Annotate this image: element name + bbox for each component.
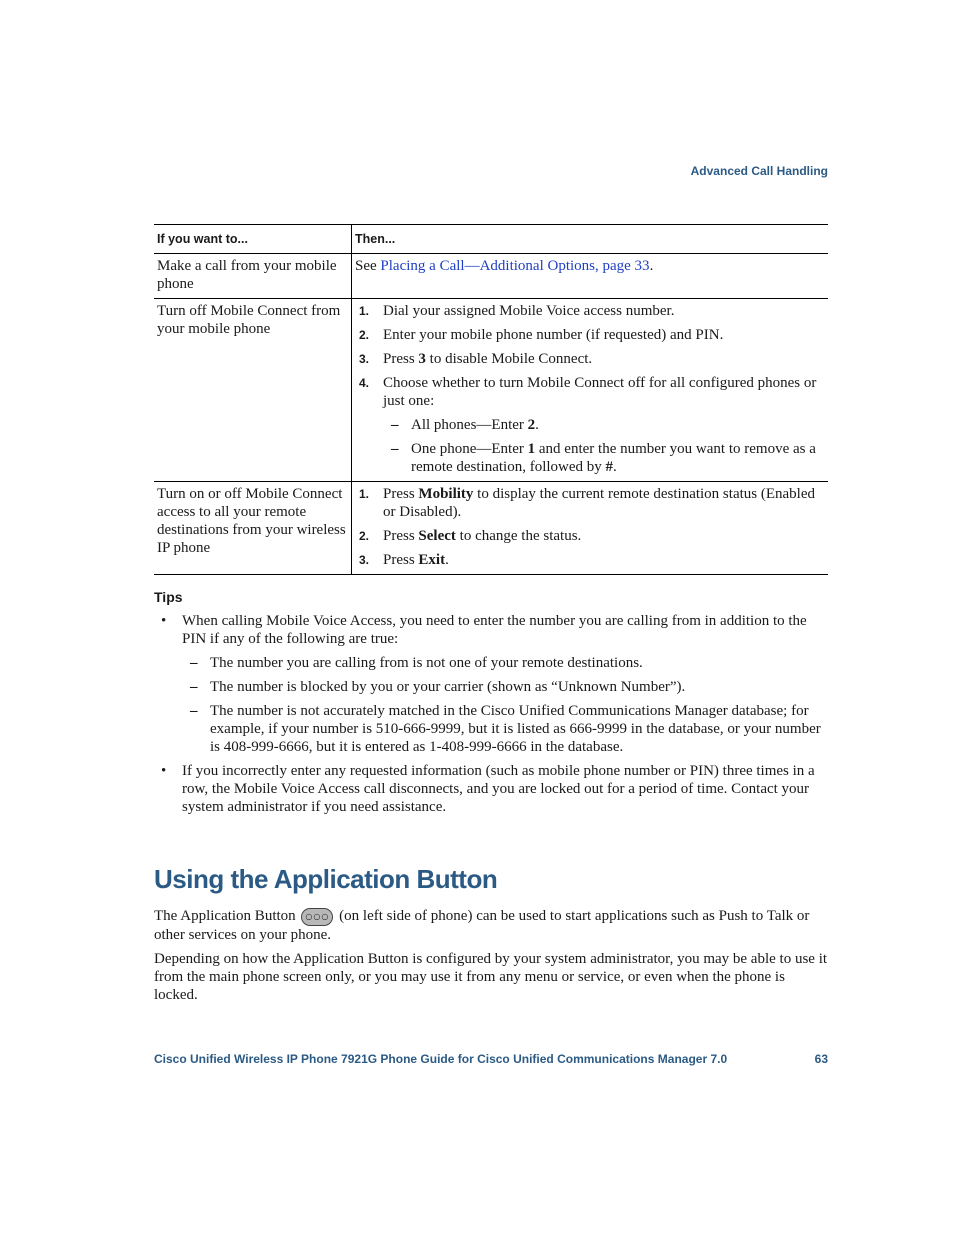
tip-sub-text: The number you are calling from is not one of your remote destinations. <box>210 655 643 671</box>
step-item <box>355 374 825 476</box>
sub-option-item: – All phones—Enter 2. <box>391 417 539 433</box>
step-text-post: to display the current remote destination status (Enabled or Disabled). <box>383 486 815 520</box>
step-number: 1. <box>359 304 370 318</box>
tip-text: When calling Mobile Voice Access, you need to enter the number you are calling from in addition to the PIN if any of the following are true: <box>182 613 807 647</box>
step-keyword: Mobility <box>418 486 474 502</box>
tip-sub-text: The number is blocked by you or your carrier (shown as “Unknown Number”). <box>210 679 686 695</box>
then-cell <box>352 254 829 299</box>
table-row <box>154 254 828 299</box>
section-paragraph <box>154 907 828 944</box>
section-title: Using the Application Button <box>154 864 498 894</box>
tip-sub-list <box>182 654 828 756</box>
bullet-icon: • <box>161 613 167 629</box>
step-keyword: Exit <box>418 552 446 568</box>
then-prefix: See <box>355 258 381 274</box>
then-cell <box>352 482 829 575</box>
running-header: Advanced Call Handling <box>690 164 828 178</box>
tip-sub-item: – The number you are calling from is not one of your remote destinations. <box>190 655 643 671</box>
step-item <box>355 326 825 344</box>
tip-sub-item: – The number is blocked by you or your carrier (shown as “Unknown Number”). <box>190 679 686 695</box>
page-number: 63 <box>814 1052 828 1066</box>
step-text-pre: Press <box>383 552 419 568</box>
want-cell: Turn off Mobile Connect from your mobile phone <box>154 299 352 482</box>
step-keyword: Select <box>418 528 456 544</box>
step-item <box>355 551 825 569</box>
sub-option-post: . <box>613 459 617 475</box>
step-item <box>355 485 825 521</box>
table-row <box>154 299 828 482</box>
step-number: 2. <box>359 328 370 342</box>
step-text-post: . <box>445 552 449 568</box>
step-text: Choose whether to turn Mobile Connect off for all configured phones or just one: <box>383 375 817 409</box>
step-number: 2. <box>359 529 370 543</box>
step-item <box>355 302 825 320</box>
bullet-icon: • <box>161 763 167 779</box>
want-cell: Turn on or off Mobile Connect access to all your remote destinations from your wireless IP phone <box>154 482 352 575</box>
footer-title: Cisco Unified Wireless IP Phone 7921G Phone Guide for Cisco Unified Communications Manager 7.0 <box>154 1052 728 1066</box>
then-cell <box>352 299 829 482</box>
column-header-then: Then... <box>352 225 829 254</box>
step-text-post: to change the status. <box>455 528 582 544</box>
sub-option-pre: One phone—Enter <box>411 441 528 457</box>
column-header-want: If you want to... <box>154 225 352 254</box>
step-list <box>355 485 825 569</box>
paragraph-text-after: (on left side of phone) can be used to start applications such as Push to Talk or other services on your phone. <box>154 908 810 943</box>
step-keyword: 3 <box>418 351 426 367</box>
step-text-pre: Press <box>383 486 419 502</box>
sub-option-item: – One phone—Enter 1 and enter the number you want to remove as a remote destination, followed by #. <box>391 441 816 475</box>
sub-option-keyword: 2 <box>527 417 536 433</box>
step-text-pre: Press <box>383 351 419 367</box>
tip-sub-item: – The number is not accurately matched in the Cisco Unified Communications Manager database; for example, if your number is 510-666-9999, but it is listed as 666-9999 in the database, or your number is 408-999-6666, but it is entered as 1-408-999-6666 in the database. <box>190 703 821 755</box>
step-item <box>355 350 825 368</box>
tip-item <box>154 612 828 756</box>
step-number: 3. <box>359 553 370 567</box>
sub-option-keyword-2: # <box>605 459 614 475</box>
instructions-table <box>154 224 828 575</box>
step-number: 4. <box>359 376 370 390</box>
step-text: Enter your mobile phone number (if requested) and PIN. <box>383 327 724 343</box>
sub-option-list <box>383 416 825 476</box>
tips-heading: Tips <box>154 589 183 605</box>
sub-option-pre: All phones—Enter <box>411 417 528 433</box>
page-footer <box>154 1052 828 1066</box>
step-number: 3. <box>359 352 370 366</box>
sub-option-post: . <box>535 417 539 433</box>
tips-list <box>154 612 828 822</box>
cross-reference-link[interactable]: Placing a Call—Additional Options, page 33 <box>380 258 650 274</box>
table-row <box>154 482 828 575</box>
then-suffix: . <box>649 258 654 274</box>
step-number: 1. <box>359 487 370 501</box>
paragraph-text-before: The Application Button <box>154 908 296 924</box>
tip-sub-text: The number is not accurately matched in the Cisco Unified Communications Manager database; for example, if your number is 510-666-9999, but it is listed as 666-9999 in the database, or your number is 408-999-6666, but it is entered as 1-408-999-6666 in the database. <box>210 703 821 755</box>
step-text-pre: Press <box>383 528 419 544</box>
tip-text: If you incorrectly enter any requested information (such as mobile phone number or PIN) three times in a row, the Mobile Voice Access call disconnects, and you are locked out for a period of time. Contact your system administrator if you need assistance. <box>182 763 815 815</box>
step-text-post: to disable Mobile Connect. <box>425 351 593 367</box>
table-header-row <box>154 225 828 254</box>
tip-item <box>154 762 828 816</box>
section-paragraph: Depending on how the Application Button is configured by your system administrator, you may be able to use it from the main phone screen only, or you may use it from any menu or service, or even when the phone is locked. <box>154 951 828 1003</box>
sub-option-mid: and enter the number you want to remove as a remote destination, followed by <box>411 441 816 475</box>
step-item <box>355 527 825 545</box>
sub-option-keyword: 1 <box>527 441 536 457</box>
step-list <box>355 302 825 476</box>
step-text: Dial your assigned Mobile Voice access number. <box>383 303 675 319</box>
application-button-icon: ○○○ <box>301 908 333 926</box>
want-cell: Make a call from your mobile phone <box>154 254 352 299</box>
